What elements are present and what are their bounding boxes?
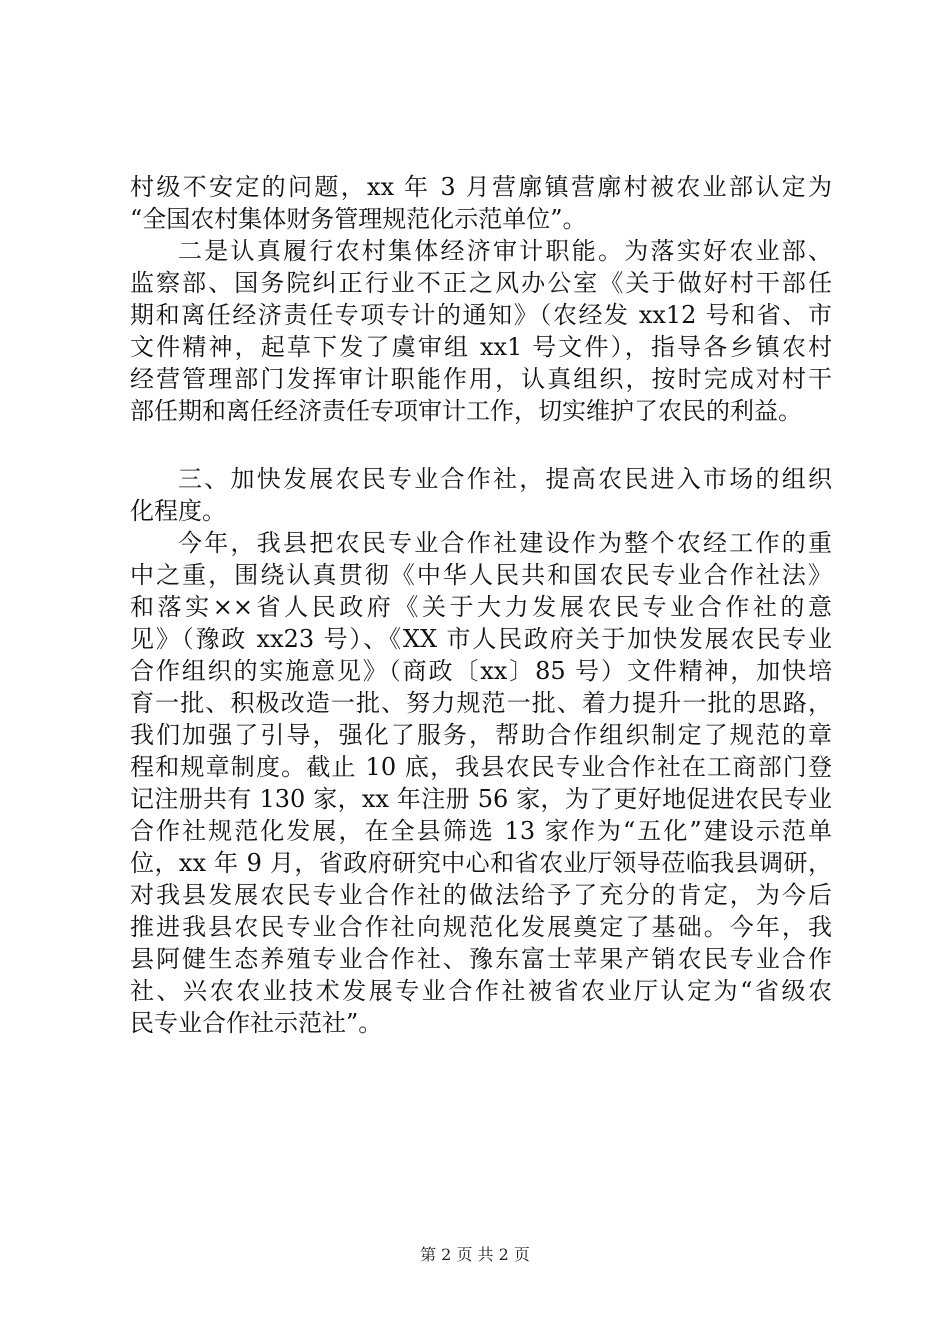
- text-line: 我们加强了引导，强化了服务，帮助合作组织制定了规范的章: [130, 721, 832, 749]
- text-line: 合作社规范化发展，在全县筛选 13 家作为“五化”建设示范单: [130, 817, 832, 845]
- text-line: 记注册共有 130 家，xx 年注册 56 家，为了更好地促进农民专业: [130, 785, 832, 813]
- text-line: 中之重，围绕认真贯彻《中华人民共和国农民专业合作社法》: [130, 561, 832, 589]
- text-line: 监察部、国务院纠正行业不正之风办公室《关于做好村干部任: [130, 269, 832, 297]
- text-line: 县阿健生态养殖专业合作社、豫东富士苹果产销农民专业合作: [130, 945, 832, 973]
- text-line: 今年，我县把农民专业合作社建设作为整个农经工作的重: [178, 529, 832, 557]
- text-line: 见》（豫政 xx23 号）、《XX 市人民政府关于加快发展农民专业: [130, 625, 832, 653]
- text-line: 程和规章制度。截止 10 底，我县农民专业合作社在工商部门登: [130, 753, 832, 781]
- text-line: “全国农村集体财务管理规范化示范单位”。: [130, 205, 587, 233]
- text-line: 部任期和离任经济责任专项审计工作，切实维护了农民的利益。: [130, 397, 802, 425]
- text-line: 三、加快发展农民专业合作社，提高农民进入市场的组织: [178, 465, 832, 493]
- text-line: 化程度。: [130, 497, 226, 525]
- paragraph: [130, 527, 832, 1039]
- text-line: 社、兴农农业技术发展专业合作社被省农业厅认定为“省级农: [130, 977, 832, 1005]
- paragraph: [130, 463, 832, 527]
- text-line: 期和离任经济责任专项专计的通知》（农经发 xx12 号和省、市: [130, 301, 832, 329]
- text-line: 合作组织的实施意见》（商政〔xx〕85 号）文件精神，加快培: [130, 657, 832, 685]
- text-line: 位，xx 年 9 月，省政府研究中心和省农业厅领导莅临我县调研，: [130, 849, 832, 877]
- text-line: 经营管理部门发挥审计职能作用，认真组织，按时完成对村干: [130, 365, 832, 393]
- text-line: 民专业合作社示范社”。: [130, 1009, 383, 1037]
- document-body: [130, 171, 832, 1039]
- paragraph: [130, 235, 832, 427]
- page-footer: 第 2 页 共 2 页: [420, 1245, 530, 1264]
- text-line: 推进我县农民专业合作社向规范化发展奠定了基础。今年，我: [130, 913, 832, 941]
- text-line: 育一批、积极改造一批、努力规范一批、着力提升一批的思路，: [130, 689, 832, 717]
- text-line: 文件精神，起草下发了虞审组 xx1 号文件），指导各乡镇农村: [130, 333, 832, 361]
- text-line: 村级不安定的问题，xx 年 3 月营廓镇营廓村被农业部认定为: [130, 173, 832, 201]
- text-line: 对我县发展农民专业合作社的做法给予了充分的肯定，为今后: [130, 881, 832, 909]
- text-line: 和落实××省人民政府《关于大力发展农民专业合作社的意: [130, 593, 832, 621]
- paragraph-gap: [130, 427, 832, 463]
- text-line: 二是认真履行农村集体经济审计职能。为落实好农业部、: [178, 237, 832, 265]
- paragraph: [130, 171, 832, 235]
